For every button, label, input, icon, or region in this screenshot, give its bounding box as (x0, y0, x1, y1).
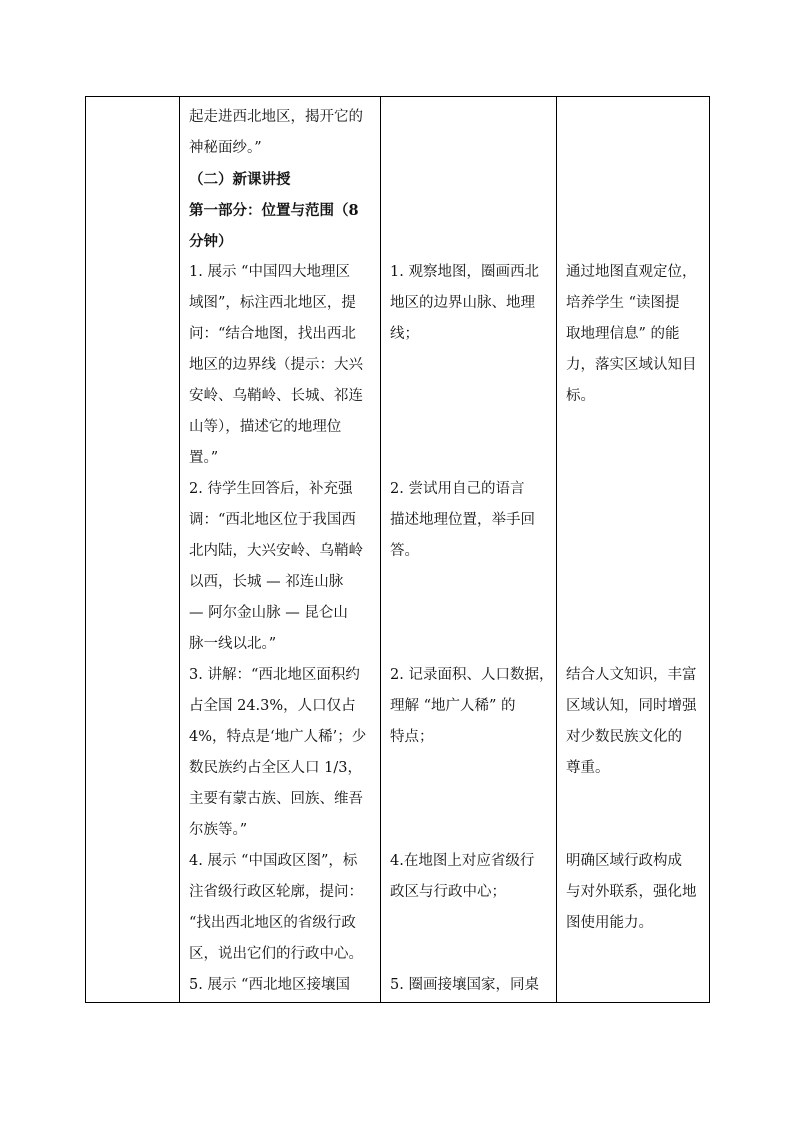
text-line: 置。” (189, 450, 219, 466)
text-line: 理解 “地广人稀” 的 (390, 698, 516, 714)
text-line: 主要有蒙古族、回族、维吾 (189, 791, 363, 807)
text-line: 尊重。 (566, 760, 610, 776)
text-line: 图使用能力。 (566, 915, 653, 931)
text-line: 1. 观察地图，圈画西北 (390, 264, 539, 280)
text-line: 3. 讲解：“西北地区面积约 (189, 667, 360, 683)
teacher-activity-paragraph (189, 660, 373, 846)
teacher-activity-paragraph (189, 164, 373, 257)
text-line: 2. 待学生回答后，补充强 (189, 481, 353, 497)
text-line: 4.在地图上对应省级行 (390, 853, 535, 869)
text-line: （二）新课讲授 (189, 171, 291, 188)
text-line: 山等），描述它的地理位 (189, 419, 342, 435)
text-line: 北内陆，大兴安岭、乌鞘岭 (189, 543, 363, 559)
text-line: 分钟） (189, 233, 233, 250)
text-line: 1. 展示 “中国四大地理区 (189, 264, 350, 280)
stage-column-cell (86, 97, 180, 1003)
student-activity-cell (381, 97, 557, 1003)
text-line: 取地理信息” 的能 (566, 326, 680, 342)
teacher-activity-cell (180, 97, 381, 1003)
text-line: 区域认知，同时增强 (566, 698, 697, 714)
student-activity-paragraph (390, 970, 549, 1001)
teacher-activity-paragraph (189, 846, 373, 970)
design-intent-cell (557, 97, 710, 1003)
student-activity-paragraph (390, 474, 549, 567)
text-line: 明确区域行政构成 (566, 853, 682, 869)
text-line: 对少数民族文化的 (566, 729, 682, 745)
text-line: 第一部分：位置与范围（8 (189, 202, 359, 219)
text-line: 通过地图直观定位， (566, 264, 697, 280)
student-activity-paragraph (390, 257, 549, 350)
design-intent-paragraph (566, 257, 702, 412)
text-line: 5. 展示 “西北地区接壤国 (189, 977, 350, 993)
student-activity-paragraph (390, 846, 549, 908)
text-line: 调：“西北地区位于我国西 (189, 512, 356, 528)
text-line: 描述地理位置，举手回 (390, 512, 535, 528)
text-line: 注省级行政区轮廓，提问： (189, 884, 363, 900)
text-line: “找出西北地区的省级行政 (189, 915, 356, 931)
text-line: 5. 圈画接壤国家，同桌 (390, 977, 539, 993)
text-line: 问：“结合地图，找出西北 (189, 326, 356, 342)
student-activity-paragraph (390, 660, 554, 753)
text-line: 力，落实区域认知目 (566, 357, 697, 373)
text-line: 2. 尝试用自己的语言 (390, 481, 525, 497)
design-intent-paragraph (566, 846, 702, 939)
text-line: 地区的边界山脉、地理 (390, 295, 535, 311)
text-line: 结合人文知识，丰富 (566, 667, 697, 683)
text-line: 数民族约占全区人口 1/3， (189, 760, 362, 776)
lesson-plan-table (85, 96, 710, 1003)
text-line: — 阿尔金山脉 — 昆仑山 (189, 605, 348, 621)
text-line: 培养学生 “读图提 (566, 295, 680, 311)
text-line: 线； (390, 326, 419, 342)
text-line: 与对外联系，强化地 (566, 884, 697, 900)
teacher-activity-paragraph (189, 970, 373, 1001)
teacher-activity-paragraph (189, 102, 373, 164)
text-line: 区，说出它们的行政中心。 (189, 946, 363, 962)
text-line: 地区的边界线（提示：大兴 (189, 357, 363, 373)
teacher-activity-paragraph (189, 257, 373, 474)
text-line: 特点； (390, 729, 434, 745)
teacher-activity-paragraph (189, 474, 373, 660)
text-line: 神秘面纱。” (189, 140, 262, 156)
design-intent-paragraph (566, 660, 702, 784)
text-line: 占全国 24.3%，人口仅占 (189, 698, 356, 714)
text-line: 4. 展示 “中国政区图”，标 (189, 853, 358, 869)
text-line: 以西，长城 — 祁连山脉 (189, 574, 344, 590)
text-line: 尔族等。” (189, 822, 248, 838)
table-row (86, 97, 710, 1003)
text-line: 起走进西北地区，揭开它的 (189, 109, 363, 125)
text-line: 标。 (566, 388, 595, 404)
text-line: 域图”，标注西北地区，提 (189, 295, 356, 311)
text-line: 2. 记录面积、人口数据， (390, 667, 554, 683)
text-line: 4%，特点是‘地广人稀’；少 (189, 729, 367, 745)
text-line: 答。 (390, 543, 419, 559)
text-line: 安岭、乌鞘岭、长城、祁连 (189, 388, 363, 404)
text-line: 政区与行政中心； (390, 884, 506, 900)
text-line: 脉一线以北。” (189, 636, 277, 652)
